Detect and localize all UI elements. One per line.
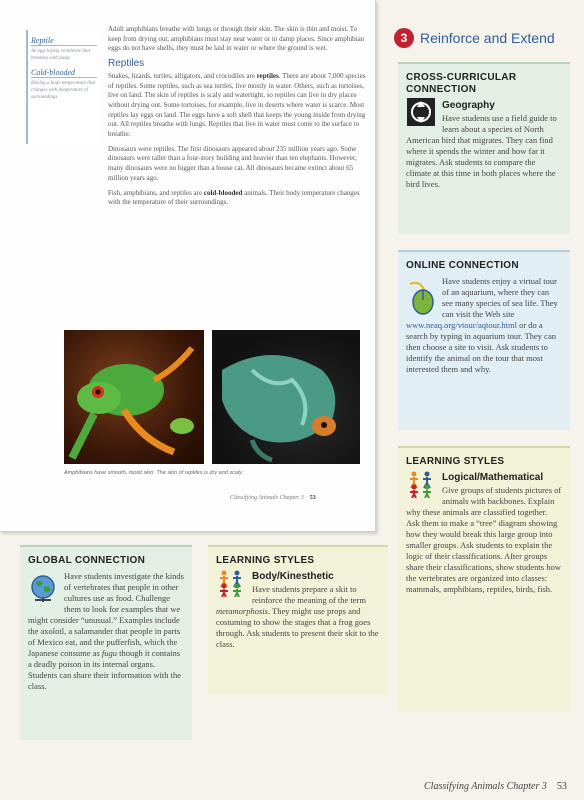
student-page-footer: Classifying Animals Chapter 3 53 (230, 495, 316, 501)
people-figures-icon (406, 470, 436, 498)
online-connection-box (398, 250, 570, 430)
people-figures-icon (216, 569, 246, 597)
student-page-text (108, 25, 366, 213)
box-subtitle: Body/Kinesthetic (252, 571, 334, 582)
learning-styles-logical-box (398, 446, 570, 712)
box-title: GLOBAL CONNECTION (28, 555, 146, 566)
box-subtitle: Logical/Mathematical (442, 472, 544, 483)
reinforce-extend-header (394, 28, 555, 48)
tree-frog-photo (64, 330, 204, 464)
box-title: LEARNING STYLES (216, 555, 315, 566)
reptiles-paragraph: Snakes, lizards, turtles, alligators, and crocodiles are reptiles. There are about 7,000 species of reptiles. Some reptiles, such as sea turtles, live mostly in water. Others, such as tortoises, live on land. The skin of reptiles is scaly and watertight, so reptiles can live in dry places without drying out. Some tortoises, for example, live in deserts where water is scarce. Most reptiles lay eggs on land. The eggs have a soft shell that keeps the young inside from drying out. All reptiles breathe with lungs. Reptiles that live in water must come to the surface to breathe. (108, 71, 366, 139)
photo-caption: Amphibians have smooth, moist skin. The skin of reptiles is dry and scaly. (64, 470, 244, 476)
page-number: 53 (556, 781, 567, 792)
box-subtitle: Geography (442, 100, 495, 111)
student-page (0, 0, 376, 532)
vocab-reptiles: reptiles (256, 71, 279, 80)
page-footer (424, 781, 567, 792)
footer-chapter: Classifying Animals Chapter 3 (424, 781, 547, 792)
section-title: Reinforce and Extend (420, 30, 555, 46)
section-number-badge: 3 (394, 28, 414, 48)
aquarium-tour-link[interactable]: www.neaq.org/vtour/aqtour.html (406, 320, 517, 330)
dinosaur-paragraph: Dinosaurs were reptiles. The first dinosaurs appeared about 235 million years ago. Some dinosaurs were taller than a four-story building and heavier than ten elephants. However, many dinosaurs were no bigger than a house cat. All dinosaurs became extinct about 65 million years ago. (108, 144, 357, 182)
learning-styles-kinesthetic-box (208, 545, 388, 695)
glossary-term: Cold-blooded (31, 68, 97, 78)
box-title: LEARNING STYLES (406, 456, 505, 467)
glossary-sidebar (26, 30, 100, 144)
computer-mouse-icon (406, 280, 436, 316)
global-connection-box (20, 545, 192, 740)
glossary-definition: Having a body temperature that changes with temperature of surroundings (31, 81, 95, 100)
intro-paragraph: Adult amphibians breathe with lungs or through their skin. The skin is thin and moist. To keep from drying out, amphibians must stay near water or in damp places. Since amphibian eggs do not have shells, they must be laid in water or where the ground is wet. (108, 25, 365, 53)
vocab-cold-blooded: cold-blooded (203, 188, 243, 197)
box-title: ONLINE CONNECTION (406, 260, 519, 271)
cold-blooded-paragraph: Fish, amphibians, and reptiles are cold-blooded animals. Their body temperature changes with the temperature of their surroundings. (108, 188, 360, 207)
glossary-definition: An egg-laying vertebrate that breathes with lungs (31, 49, 91, 61)
chameleon-photo (212, 330, 360, 464)
glossary-term: Reptile (31, 36, 97, 46)
box-title: CROSS-CURRICULAR CONNECTION (406, 72, 517, 95)
box-body: Have students use a field guide to learn about a species of North American bird that migrates. They can find where it spends the winter and how far it migrates. Ask students to compare the climate at this time in both places where the bird lives. (406, 113, 557, 189)
box-body: Have students prepare a skit to reinforce the meaning of the term metamorphosis. They might use props and costuming to show the stages that a frog goes through. Ask students to present their skit to the class. (216, 584, 379, 649)
cross-curricular-box (398, 62, 570, 234)
box-body: Have students enjoy a virtual tour of an aquarium, where they can see many species of sea life. They can visit the Web site www.neaq.org/vtour/aqtour.html or do a search by typing in aquarium tour. They can then choose a site to visit. Ask students to identify the animal on the tour that most interested them and why. (406, 276, 558, 374)
compass-arrows-icon (406, 98, 436, 126)
reptiles-heading: Reptiles (108, 58, 145, 70)
box-body: Give groups of students pictures of animals with backbones. Explain why these animals are classified together. Ask them to make a “tree” diagram showing how they would break this large group into smaller groups. Ask students to explain the logic of their classifications. After groups share their classifications, show students how the vertebrates are organized into classes: mammals, amphibians, reptiles, birds, fish. (406, 485, 562, 594)
globe-icon (28, 573, 58, 605)
box-body: Have students investigate the kinds of vertebrates that people in other cultures use as food. Challenge them to look for examples that we might consider “unusual.” Examples include the axolotl, a salamander that people in parts of Mexico eat, and the pufferfish, which the Japanese consume as fugu though it contains a deadly poison in its internal organs. Students can share their information with the class. (28, 571, 184, 691)
